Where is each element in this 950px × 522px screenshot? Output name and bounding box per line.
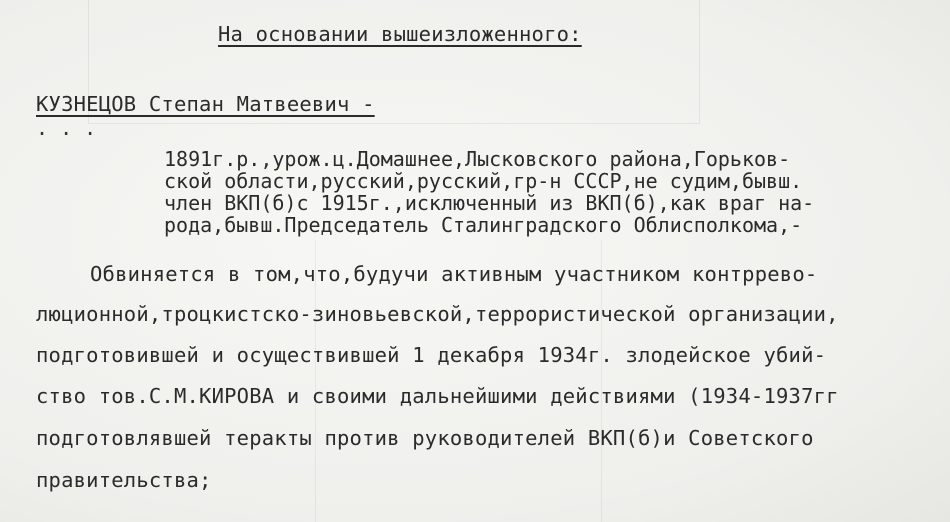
body-line-4: ство тов.С.М.КИРОВА и своими дальнейшими действиями (1934-1937гг <box>36 384 839 408</box>
document-heading: На основании вышеизложенного: <box>218 22 582 46</box>
typewriter-marks: . . . <box>36 116 97 140</box>
person-name: КУЗНЕЦОВ Степан Матвеевич - <box>36 92 375 116</box>
body-line-2: люционной,троцкистско-зиновьевской,террористической организации, <box>36 302 839 326</box>
bio-line-3: член ВКП(б)с 1915г.,исключенный из ВКП(б),как враг на- <box>164 191 815 215</box>
body-line-6: правительства; <box>36 468 212 492</box>
body-line-1: Обвиняется в том,что,будучи активным участником контррево- <box>90 262 818 286</box>
bio-line-4: рода,бывш.Председатель Сталинградского Облисполкома,- <box>164 213 803 237</box>
bio-line-1: 1891г.р.,урож.ц.Домашнее,Лысковского района,Горьков- <box>164 147 791 171</box>
body-line-5: подготовлявшей теракты против руководителей ВКП(б)и Советского <box>36 426 814 450</box>
bio-line-2: ской области,русский,русский,гр-н СССР,не судим,бывш. <box>164 169 803 193</box>
body-line-3: подготовившей и осуществившей 1 декабря 1934г. злодейское убий- <box>36 343 827 367</box>
